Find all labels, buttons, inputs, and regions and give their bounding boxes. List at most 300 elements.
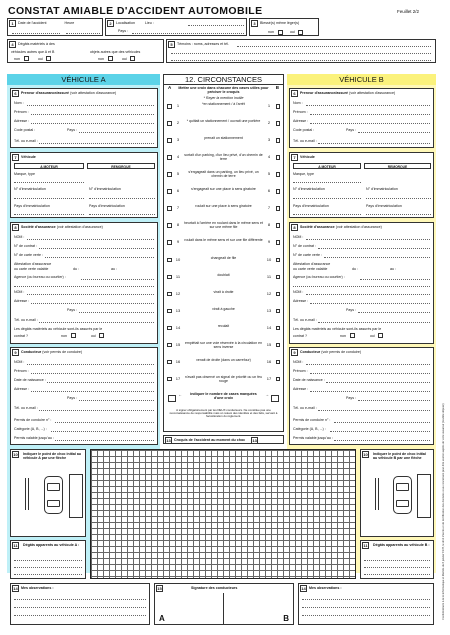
category-label: Catégorie (A, B, ...) : [14, 427, 47, 431]
circumstance-text: doublait [217, 272, 230, 277]
driver-country-field[interactable] [79, 399, 154, 401]
birthdate-label: Date de naissance : [14, 378, 46, 382]
firstname-label: Prénom : [293, 110, 308, 114]
circumstances-intro: Mettre une croix dans chacune des cases utiles pour préciser le croquis [178, 86, 269, 94]
time-field[interactable] [66, 32, 100, 34]
section-insurer-b [289, 222, 434, 344]
reg-country-label: Pays d'immatriculation [14, 204, 50, 208]
damage-covered-label: Les dégâts matériels au véhicule sont-ils assurés par le [14, 327, 103, 331]
circumstance-number-b: 6 [267, 188, 271, 194]
circumstance-a-checkbox[interactable] [167, 292, 172, 297]
vehicle-label: Véhicule [21, 155, 36, 159]
signature-b-field[interactable] [227, 593, 291, 622]
name-field[interactable] [27, 104, 154, 106]
circumstance-text: reculait [217, 323, 230, 328]
observations-b-field-3[interactable] [302, 614, 430, 616]
circumstance-a-checkbox[interactable] [167, 343, 172, 348]
section-visible-damage-a [10, 540, 86, 579]
covered-no-checkbox[interactable] [71, 333, 76, 338]
category-label: Catégorie (A, B, ...) : [293, 427, 326, 431]
injured-yes-label: oui [290, 30, 295, 34]
reg-country-field[interactable] [14, 213, 84, 215]
trailer-country-label: Pays d'immatriculation [89, 204, 125, 208]
col-b-label: B [275, 85, 279, 90]
section-number: 4 [9, 41, 16, 48]
greencard-field[interactable] [324, 256, 430, 258]
circumstance-number-a: 9 [176, 239, 180, 245]
circumstance-row [164, 186, 283, 203]
place-label: Lieu : [144, 21, 154, 25]
covered-yes-checkbox[interactable] [99, 333, 104, 338]
observations-b-field-1[interactable] [302, 598, 430, 600]
circumstance-row [164, 323, 283, 340]
insurer-name-field[interactable] [306, 238, 430, 240]
agency-country-field[interactable] [79, 311, 154, 313]
circumstance-b-checkbox[interactable] [276, 121, 281, 126]
circumstance-row [164, 272, 283, 289]
circumstance-b-checkbox[interactable] [276, 240, 281, 245]
circumstance-a-checkbox[interactable] [167, 189, 172, 194]
licence-field[interactable] [334, 421, 430, 423]
circumstance-number-b: 14 [266, 324, 272, 330]
circumstance-text: heurtait à l'arrière en roulant dans le même sens et sur une même file [184, 221, 263, 230]
agency-address-field[interactable] [310, 302, 430, 304]
truck-diagram-icon[interactable] [69, 474, 83, 518]
section-policyholder-a [10, 88, 158, 148]
trailer-country-label: Pays d'immatriculation [366, 204, 402, 208]
circumstance-text: prenait un stationnement [204, 136, 243, 141]
observations-label: Mes observations : [21, 586, 54, 590]
circumstance-a-checkbox[interactable] [167, 275, 172, 280]
vehicles-yes-label: oui [38, 57, 43, 61]
section-driver-b [289, 347, 434, 445]
trailer-reg-field[interactable] [366, 197, 431, 199]
reg-country-field[interactable] [293, 213, 361, 215]
circumstance-row [164, 220, 283, 237]
address-field[interactable] [310, 122, 430, 124]
injured-yes-checkbox[interactable] [298, 30, 303, 35]
circumstance-a-checkbox[interactable] [167, 223, 172, 228]
driver-firstname-field[interactable] [310, 372, 430, 374]
circumstance-number-b: 7 [267, 205, 271, 211]
insurer-name-label: NOM : [14, 235, 25, 239]
covered-no-label: non [61, 334, 67, 338]
country-label: Pays : [346, 128, 356, 132]
agency-contact-label: Tél. ou e-mail : [14, 318, 38, 322]
circumstance-a-checkbox[interactable] [167, 309, 172, 314]
country-label: Pays : [67, 128, 77, 132]
objects-yes-label: oui [122, 57, 127, 61]
agency-address-field[interactable] [31, 302, 154, 304]
vehicles-no-label: non [14, 57, 20, 61]
circumstance-text: *en stationnement / à l'arrêt [202, 102, 245, 106]
driver-hint: (voir permis de conduire) [321, 350, 362, 354]
witnesses-field-3[interactable] [171, 59, 431, 61]
insurer-hint: (voir attestation d'assurance) [56, 225, 103, 229]
circumstance-a-checkbox[interactable] [167, 360, 172, 365]
circumstance-b-checkbox[interactable] [276, 258, 281, 263]
arrow-left-icon: ← [178, 392, 182, 397]
section-number: 15 [157, 586, 162, 591]
circumstance-number-a: 11 [175, 273, 181, 279]
date-label: Date de l'accident [18, 21, 47, 25]
sketch-label: Croquis de l'accident au moment du choc [174, 438, 246, 442]
section-number: 10 [13, 452, 18, 457]
contract-label: N° de contrat : [14, 244, 38, 248]
make-field[interactable] [293, 181, 361, 183]
section-visible-damage-b [360, 540, 434, 579]
circumstance-a-checkbox[interactable] [167, 326, 172, 331]
agency-contact-field[interactable] [39, 321, 154, 323]
circumstance-b-checkbox[interactable] [276, 377, 281, 382]
location-label: Localisation [116, 21, 135, 25]
firstname-field[interactable] [31, 113, 154, 115]
circumstance-b-checkbox[interactable] [276, 189, 281, 194]
circumstance-row [164, 255, 283, 272]
policyholder-hint: (voir attestation d'assurance) [70, 91, 117, 95]
injured-no-label: non [268, 30, 274, 34]
circumstance-a-checkbox[interactable] [167, 121, 172, 126]
car-diagram-icon[interactable] [393, 476, 412, 514]
section-number: 6 [291, 90, 298, 97]
circumstance-b-checkbox[interactable] [276, 292, 281, 297]
reg-label: N° d'immatriculation [14, 187, 46, 191]
circumstance-row [164, 306, 283, 323]
signature-warning: A signer obligatoirement par les DEUX conducteurs. Ne constitue pas une reconnaissance de responsabilité mais un relevé des identités et des faits, servant à l'accélération du règlement. [169, 408, 278, 419]
date-field[interactable] [12, 32, 60, 34]
licence-field[interactable] [55, 421, 154, 423]
form-title: CONSTAT AMIABLE D'ACCIDENT AUTOMOBILE [8, 5, 263, 17]
circumstance-b-checkbox[interactable] [276, 172, 281, 177]
address-label: Adresse : [14, 119, 30, 123]
contract-field[interactable] [39, 247, 154, 249]
contact-label: Tél. ou e-mail : [293, 139, 317, 143]
circumstance-number-a: 2 [176, 120, 180, 126]
circumstance-b-checkbox[interactable] [276, 206, 281, 211]
circumstance-text: changeait de file [210, 255, 237, 260]
covered-yes-checkbox[interactable] [378, 333, 383, 338]
damage-label: Dégâts matériels à des [18, 42, 55, 46]
category-field[interactable] [51, 430, 154, 432]
section-date [7, 18, 103, 36]
insurer-label: Société d'assurance [21, 225, 56, 229]
signature-a-field[interactable] [157, 593, 221, 622]
vehicle-b-header: VÉHICULE B [287, 74, 436, 85]
circumstance-number-a: 5 [176, 171, 180, 177]
injured-no-checkbox[interactable] [278, 30, 283, 35]
section-number: 14 [13, 586, 18, 591]
trailer-country-field[interactable] [89, 213, 155, 215]
circumstance-b-checkbox[interactable] [276, 360, 281, 365]
circumstance-number-a: 12 [175, 290, 181, 296]
licence-valid-field[interactable] [55, 439, 154, 441]
section-sketch-title [163, 435, 284, 444]
section-injured [249, 18, 319, 36]
greencard-label: N° de carte verte : [14, 253, 44, 257]
agency-contact-field[interactable] [318, 321, 430, 323]
circumstance-b-checkbox[interactable] [276, 155, 281, 160]
circumstance-text: virait à gauche [212, 306, 235, 311]
agency-name-label: NOM : [14, 290, 25, 294]
agency-contact-label: Tél. ou e-mail : [293, 318, 317, 322]
address-field[interactable] [31, 122, 154, 124]
birthdate-field[interactable] [326, 381, 430, 383]
other-objects-label: objets autres que des véhicules [90, 50, 141, 54]
driver-contact-field[interactable] [39, 409, 154, 411]
circumstance-a-checkbox[interactable] [167, 258, 172, 263]
motor-header: A MOTEUR [293, 163, 361, 169]
circumstance-number-b: 15 [266, 341, 272, 347]
circumstance-row [164, 169, 283, 186]
visible-damage-b-label: Dégâts apparents au véhicule B : [373, 543, 430, 547]
circumstance-number-a: 17 [175, 375, 181, 381]
circumstance-number-b: 12 [266, 290, 272, 296]
circumstances-note: * Rayer la mention inutile [203, 96, 244, 100]
country-field[interactable] [358, 131, 430, 133]
make-label: Marque, type [14, 172, 35, 176]
circumstance-row [164, 118, 283, 135]
circumstance-a-checkbox[interactable] [167, 172, 172, 177]
trailer-reg-label: N° d'immatriculation [89, 187, 121, 191]
make-field[interactable] [14, 181, 84, 183]
contract-question-label: contrat ? [14, 334, 28, 338]
section-witnesses [166, 39, 436, 63]
circumstance-row [164, 237, 283, 254]
circumstance-row [164, 135, 283, 152]
circumstance-a-checkbox[interactable] [167, 377, 172, 382]
driver-address-label: Adresse : [14, 387, 30, 391]
circumstances-list [164, 101, 283, 391]
driver-hint: (voir permis de conduire) [42, 350, 83, 354]
circumstance-text: s'engageait sur une place à sens giratoire [191, 187, 256, 192]
circumstance-b-checkbox[interactable] [276, 343, 281, 348]
circumstance-number-a: 15 [175, 341, 181, 347]
driver-label: Conducteur [21, 350, 42, 354]
circumstance-a-checkbox[interactable] [167, 155, 172, 160]
objects-no-checkbox[interactable] [108, 56, 113, 61]
driver-address-field[interactable] [310, 390, 430, 392]
witnesses-field-1[interactable] [237, 45, 431, 47]
observations-a-field-1[interactable] [14, 598, 146, 600]
motorbike-diagram-icon[interactable] [375, 478, 379, 510]
impact-b-label: Indiquer le point de choc initial au véhicule B par une flèche [373, 452, 426, 461]
reg-label: N° d'immatriculation [293, 187, 325, 191]
motorbike-diagram-icon[interactable] [25, 478, 29, 510]
covered-yes-label: oui [91, 334, 96, 338]
driver-firstname-label: Prénom : [293, 369, 308, 373]
agency-name-field[interactable] [306, 293, 430, 295]
section-impact-a [10, 449, 86, 537]
truck-diagram-icon[interactable] [417, 474, 431, 518]
make-label: Marque, type [293, 172, 314, 176]
col-a-label: A [168, 85, 172, 90]
place-field[interactable] [188, 24, 244, 26]
trailer-header: REMORQUE [364, 163, 431, 169]
certificate-label: Attestation d'assurance [293, 262, 331, 266]
circumstance-text: sortait d'un parking, d'un lieu privé, d'un chemin de terre [184, 153, 263, 162]
section-number: 14 [301, 586, 306, 591]
reg-field[interactable] [14, 197, 84, 199]
licence-valid-label: Permis valable jusqu'au : [293, 436, 333, 440]
agency-country-label: Pays : [67, 308, 77, 312]
licence-label: Permis de conduire n° : [293, 418, 331, 422]
circumstance-a-checkbox[interactable] [167, 206, 172, 211]
car-diagram-icon[interactable] [44, 476, 63, 514]
contact-field[interactable] [39, 142, 154, 144]
covered-yes-label: oui [370, 334, 375, 338]
driver-name-field[interactable] [27, 363, 154, 365]
motor-header: A MOTEUR [14, 163, 84, 169]
driver-contact-label: Tél. ou e-mail : [293, 406, 317, 410]
circumstance-number-b: 13 [266, 307, 272, 313]
circumstance-text: empiétait sur une voie réservée à la circulation en sens inverse [184, 340, 263, 349]
observations-label: Mes observations : [309, 586, 342, 590]
circumstance-b-checkbox[interactable] [276, 326, 281, 331]
circumstance-number-a: 10 [175, 256, 181, 262]
agency-country-field[interactable] [358, 311, 430, 313]
country-label: Pays : [118, 29, 128, 33]
circumstance-number-b: 2 [267, 120, 271, 126]
birthdate-label: Date de naissance : [293, 378, 325, 382]
trailer-country-field[interactable] [366, 213, 431, 215]
section-number: 5 [168, 41, 175, 48]
reg-field[interactable] [293, 197, 361, 199]
circumstance-b-checkbox[interactable] [276, 223, 281, 228]
circumstance-number-b: 1 [267, 103, 271, 108]
driver-contact-label: Tél. ou e-mail : [14, 406, 38, 410]
observations-a-field-3[interactable] [14, 614, 146, 616]
section-observations-b [298, 583, 434, 625]
circumstance-number-b: 17 [266, 375, 272, 381]
circumstance-number-a: 14 [175, 324, 181, 330]
trailer-reg-field[interactable] [89, 197, 155, 199]
witnesses-field-2[interactable] [171, 52, 431, 54]
insurer-name-field[interactable] [27, 238, 154, 240]
agency-field-2[interactable] [14, 285, 154, 287]
section-number: 2 [107, 20, 114, 27]
circumstance-text: virait à droite [213, 289, 234, 294]
birthdate-field[interactable] [47, 381, 154, 383]
vehicles-no-checkbox[interactable] [24, 56, 29, 61]
circumstance-number-b: 3 [267, 137, 271, 143]
insurer-hint: (voir attestation d'assurance) [335, 225, 382, 229]
section-number: 9 [12, 349, 19, 356]
section-number: 8 [291, 224, 298, 231]
trailer-header: REMORQUE [87, 163, 155, 169]
damage-b-field-1[interactable] [364, 559, 430, 561]
agency-field-2[interactable] [293, 285, 430, 287]
damage-a-field-2[interactable] [14, 566, 82, 568]
circumstance-row [164, 357, 283, 374]
circumstance-number-b: 10 [266, 256, 272, 262]
section-policyholder-b [289, 88, 434, 148]
agency-name-label: NOM : [293, 290, 304, 294]
circumstance-a-checkbox[interactable] [167, 138, 172, 143]
circumstance-number-a: 3 [176, 137, 180, 143]
country-field[interactable] [132, 32, 244, 34]
count-instruction: indiquer le nombre de cases marquées d'une croix [190, 392, 257, 400]
agency-field[interactable] [81, 278, 154, 280]
contract-field[interactable] [318, 247, 430, 249]
agency-name-field[interactable] [27, 293, 154, 295]
section-number: 13 [252, 438, 257, 443]
circumstance-text: s'engageait dans un parking, un lieu privé, un chemin de terre [188, 170, 259, 179]
circumstance-number-a: 1 [176, 103, 180, 108]
vehicle-a-header: VÉHICULE A [7, 74, 160, 85]
sketch-grid[interactable] [90, 449, 356, 579]
country-field[interactable] [79, 131, 154, 133]
name-label: Nom : [293, 101, 303, 105]
vehicles-yes-checkbox[interactable] [46, 56, 51, 61]
count-a-box[interactable] [168, 395, 176, 402]
observations-b-field-2[interactable] [302, 606, 430, 608]
contract-label: N° de contrat : [293, 244, 317, 248]
driver-firstname-label: Prénom : [14, 369, 29, 373]
circumstance-b-checkbox[interactable] [276, 309, 281, 314]
circumstance-b-checkbox[interactable] [276, 138, 281, 143]
circumstance-number-a: 4 [176, 154, 180, 160]
section-number: 9 [291, 349, 298, 356]
driver-country-label: Pays : [346, 396, 356, 400]
driver-name-label: NOM : [14, 360, 25, 364]
damage-covered-label: Les dégâts matériels au véhicule sont-ils assurés par le [293, 327, 382, 331]
damage-b-field-2[interactable] [364, 566, 430, 568]
agency-field[interactable] [360, 278, 430, 280]
agency-label: Agence (ou bureau ou courtier) : [293, 275, 345, 279]
firstname-field[interactable] [310, 113, 430, 115]
count-b-box[interactable] [271, 395, 279, 402]
licence-valid-label: Permis valable jusqu'au : [14, 436, 54, 440]
licence-valid-field[interactable] [334, 439, 430, 441]
name-field[interactable] [306, 104, 430, 106]
arrow-right-icon: → [265, 392, 269, 397]
damage-a-field-3[interactable] [14, 573, 82, 575]
circumstance-row [164, 101, 283, 118]
damage-a-field-1[interactable] [14, 559, 82, 561]
section-impact-b [360, 449, 434, 537]
contact-field[interactable] [318, 142, 430, 144]
greencard-field[interactable] [45, 256, 154, 258]
circumstance-b-checkbox[interactable] [276, 104, 281, 109]
policyholder-label: Preneur d'assurance/assuré [300, 91, 348, 95]
damage-b-field-3[interactable] [364, 573, 430, 575]
section-location [105, 18, 247, 36]
circumstance-number-b: 8 [267, 222, 271, 228]
driver-name-field[interactable] [306, 363, 430, 365]
firstname-label: Prénom : [14, 110, 29, 114]
driver-address-field[interactable] [31, 390, 154, 392]
circumstance-number-b: 5 [267, 171, 271, 177]
driver-contact-field[interactable] [318, 409, 430, 411]
section-observations-a [10, 583, 150, 625]
section-circumstances [163, 74, 284, 432]
visible-damage-a-label: Dégâts apparents au véhicule A : [23, 543, 80, 547]
circumstance-text: roulait sur une place à sens giratoire [195, 204, 252, 209]
observations-a-field-2[interactable] [14, 606, 146, 608]
driver-country-field[interactable] [358, 399, 430, 401]
trailer-reg-label: N° d'immatriculation [366, 187, 398, 191]
objects-yes-checkbox[interactable] [130, 56, 135, 61]
circumstance-a-checkbox[interactable] [167, 240, 172, 245]
driver-firstname-field[interactable] [31, 372, 154, 374]
circumstance-a-checkbox[interactable] [167, 104, 172, 109]
circumstance-b-checkbox[interactable] [276, 275, 281, 280]
category-field[interactable] [330, 430, 430, 432]
contract-question-label: contrat ? [293, 334, 307, 338]
covered-no-checkbox[interactable] [350, 333, 355, 338]
circumstance-text: venait de droite (dans un carrefour) [196, 357, 251, 362]
contact-label: Tél. ou e-mail : [14, 139, 38, 143]
